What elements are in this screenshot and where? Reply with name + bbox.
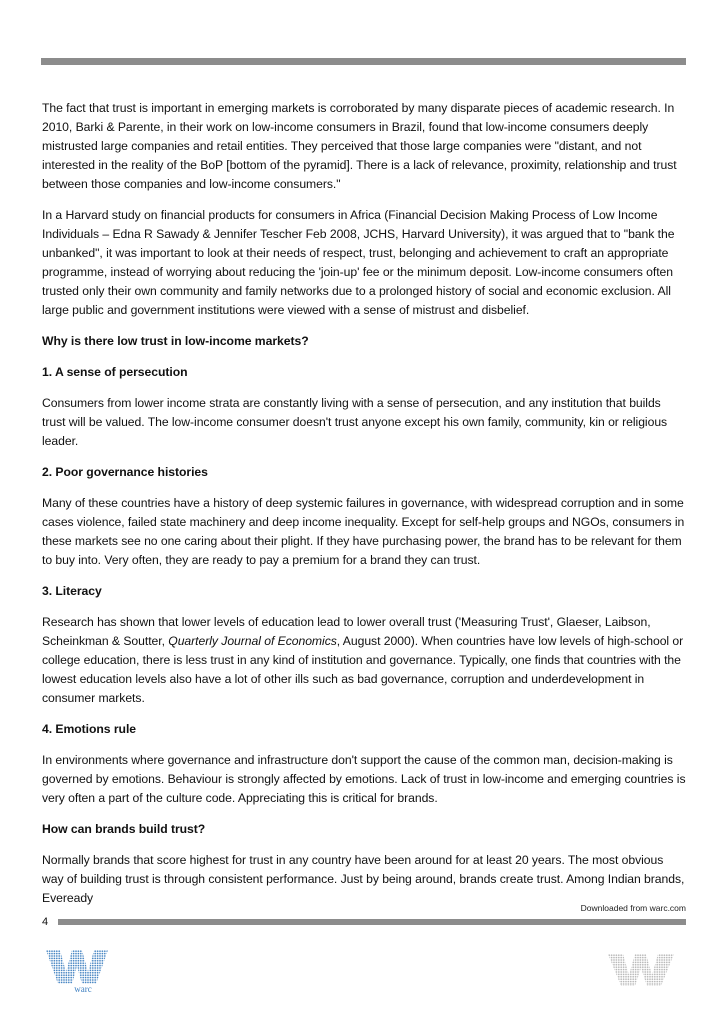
section-heading: 3. Literacy	[42, 584, 102, 598]
paragraph: Many of these countries have a history of deep systemic failures in governance, with widespread corruption and in some cases violence, failed state machinery and deep income inequality. Except for self-help groups and NGOs, consumers in these markets see no one caring about their plight. If they have purchasing power, the brand has to be relevant for them to buy into. Very often, they are ready to pay a premium for a brand they can trust.	[42, 496, 685, 567]
warc-logo	[46, 950, 120, 999]
paragraph: In environments where governance and infrastructure don't support the cause of the common man, decision-making is governed by emotions. Behaviour is strongly affected by emotions. Lack of trust in low-income and emerging countries is very often a part of the culture code. Appreciating this is critical for brands.	[42, 753, 686, 805]
section-heading: How can brands build trust?	[42, 822, 206, 836]
warc-logo-mark	[46, 950, 120, 994]
section-heading: 1. A sense of persecution	[42, 365, 188, 379]
page-number: 4	[42, 916, 49, 928]
warc-watermark-mark	[608, 954, 684, 988]
section-heading: Why is there low trust in low-income markets?	[42, 334, 309, 348]
section-heading: 2. Poor governance histories	[42, 465, 208, 479]
article-body	[42, 99, 686, 920]
warc-watermark-logo	[608, 954, 684, 993]
paragraph-text: Research has shown that lower levels of education lead to lower overall trust ('Measuring Trust', Glaeser, Laibson, Scheinkman & Soutter,	[42, 615, 651, 648]
warc-logo-text: warc	[74, 984, 92, 994]
journal-title: Quarterly Journal of Economics	[168, 634, 337, 648]
paragraph	[42, 613, 686, 708]
paragraph: Consumers from lower income strata are constantly living with a sense of persecution, and any institution that builds trust will be valued. The low-income consumer doesn't trust anyone except his own family, community, kin or religious leader.	[42, 396, 668, 448]
download-source: Downloaded from warc.com	[580, 903, 686, 913]
paragraph-text: , August 2000). When countries have low levels of high-school or college education, there is less trust in any kind of institution and governance. Typically, one finds that countries with the lowest education levels also have a lot of other ills such as bad governance, corruption and underdevelopment in consumer markets.	[42, 634, 684, 705]
paragraph: Normally brands that score highest for trust in any country have been around for at least 20 years. The most obvious way of building trust is through consistent performance. Just by being around, brands create trust. Among Indian brands, Eveready	[42, 853, 685, 905]
header-rule	[41, 58, 686, 65]
paragraph: The fact that trust is important in emerging markets is corroborated by many disparate pieces of academic research. In 2010, Barki & Parente, in their work on low-income consumers in Brazil, found that low-income consumers deeply mistrusted large companies and retail entities. They perceived that those large companies were "distant, and not interested in the reality of the BoP [bottom of the pyramid]. There is a lack of relevance, proximity, relationship and trust between those companies and low-income consumers."	[42, 101, 677, 191]
section-heading: 4. Emotions rule	[42, 722, 137, 736]
footer-rule	[58, 919, 686, 925]
paragraph: In a Harvard study on financial products for consumers in Africa (Financial Decision Making Process of Low Income Individuals – Edna R Sawady & Jennifer Tescher Feb 2008, JCHS, Harvard University), it was argued that to "bank the unbanked", it was important to look at their needs of respect, trust, belonging and achievement to craft an appropriate programme, instead of worrying about reducing the 'join-up' fee or the minimum deposit. Low-income consumers often trusted only their own community and family networks due to a prolonged history of social and economic exclusion. All large public and government institutions were viewed with a sense of mistrust and disbelief.	[42, 208, 675, 317]
